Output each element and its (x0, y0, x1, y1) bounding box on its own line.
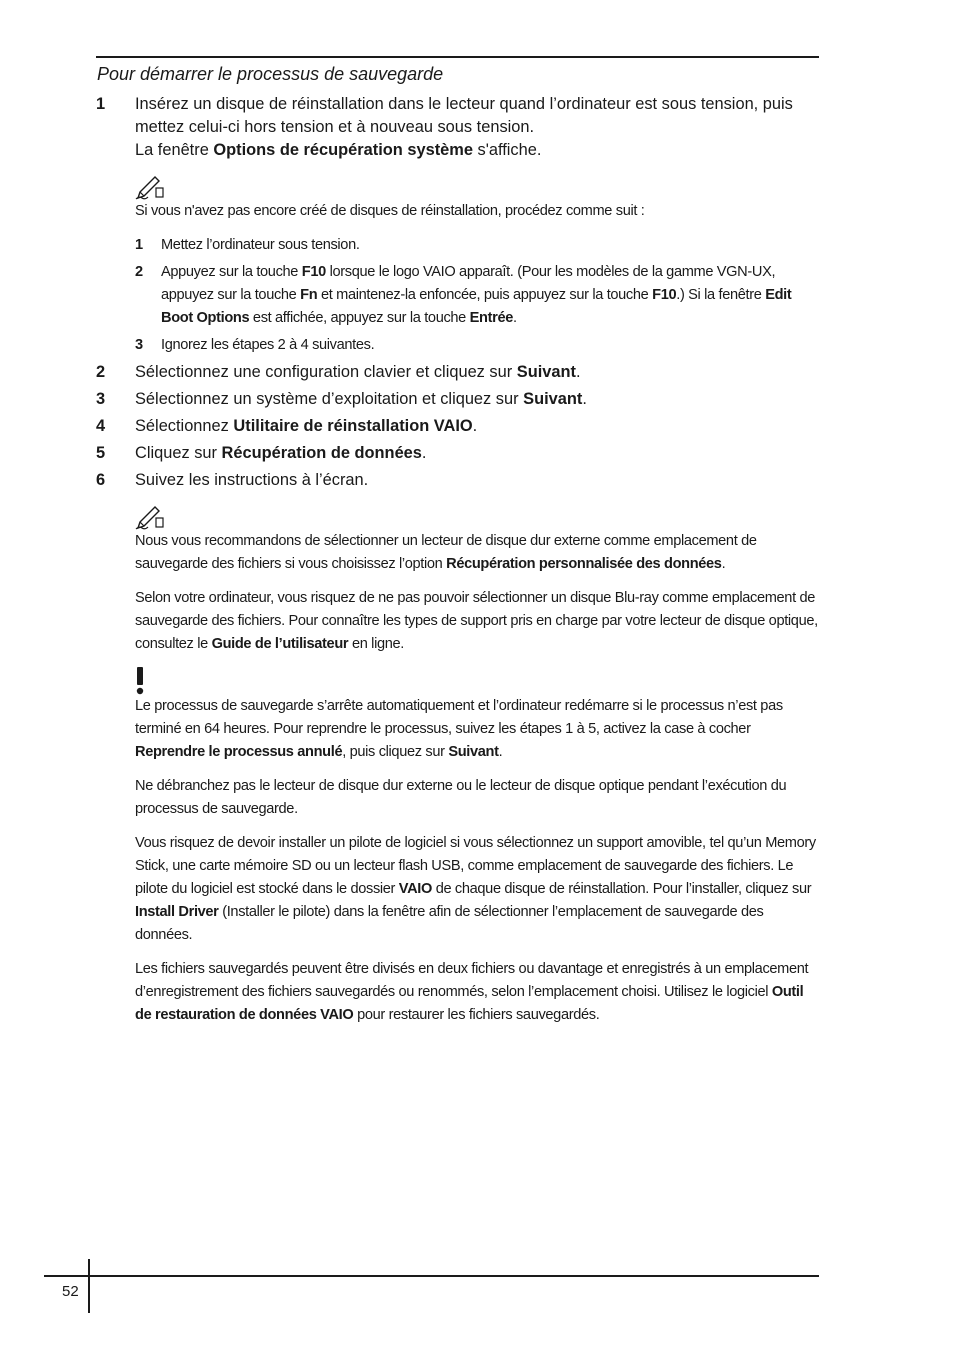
step-1 (96, 93, 821, 162)
step-text-plain: . (575, 363, 581, 381)
step-text-plain: s'affiche. (472, 141, 542, 159)
top-rule (96, 56, 819, 58)
key-f10: F10 (301, 264, 326, 280)
substep-text: Ignorez les étapes 2 à 4 suivantes. (161, 337, 375, 353)
step-2 (96, 361, 821, 384)
step-text (135, 442, 821, 465)
warning-text-plain: (Installer le pilote) dans la fenêtre afin de sélectionner l’emplacement de sauvegarde des données. (135, 904, 764, 943)
substep-number: 1 (135, 237, 143, 253)
footer-rule (44, 1275, 819, 1277)
note-text-plain: Selon votre ordinateur, vous risquez de ne pas pouvoir sélectionner un disque Blu-ray comme emplacement de sauvegarde des fichiers. Pour connaître les types de support pris en charge par votre lecteur de disque optique, consultez le (135, 590, 818, 652)
step-number: 1 (96, 95, 106, 113)
section-heading: Pour démarrer le processus de sauvegarde (97, 64, 444, 84)
page-number: 52 (62, 1283, 79, 1300)
pencil-note-icon (135, 506, 165, 530)
note-paragraph (135, 587, 821, 656)
step-5 (96, 442, 821, 465)
step-text-bold: Options de récupération système (213, 141, 473, 159)
step-text: Suivez les instructions à l’écran. (135, 471, 369, 489)
warning-text-bold: Outil de restauration de données VAIO (135, 984, 804, 1023)
step-text-bold: Suivant (523, 390, 583, 408)
step-text-plain: Sélectionnez un système d’exploitation et cliquez sur (135, 390, 524, 408)
note-text-plain: Nous vous recommandons de sélectionner un lecteur de disque dur externe comme emplacement de sauvegarde des fichiers si vous choisissez l’option (135, 533, 757, 572)
pencil-note-icon (135, 176, 165, 200)
note-create-discs (135, 176, 821, 357)
warning-paragraph (135, 832, 821, 947)
step-text-plain: La fenêtre (135, 141, 214, 159)
substep-text: Mettez l’ordinateur sous tension. (161, 237, 360, 253)
exclamation-warning-icon (135, 667, 145, 695)
warning-text-plain: , puis cliquez sur (342, 744, 449, 760)
step-text-line: Insérez un disque de réinstallation dans le lecteur quand l’ordinateur est sous tension, puis mettez celui-ci hors tension et à nouveau sous tension. (135, 95, 793, 136)
warning-text-plain: . (498, 744, 503, 760)
note-text-bold: Guide de l’utilisateur (211, 636, 349, 652)
step-text (135, 415, 821, 438)
substep-text-plain: et maintenez-la enfoncée, puis appuyez sur la touche (317, 287, 653, 303)
step-text-plain: Cliquez sur (135, 444, 222, 462)
warning-text-plain: pour restaurer les fichiers sauvegardés. (353, 1007, 600, 1023)
substep-text-plain: est affichée, appuyez sur la touche (249, 310, 470, 326)
note-text-bold: Récupération personnalisée des données (446, 556, 722, 572)
step-text (135, 361, 821, 384)
substep-text-plain: . (512, 310, 517, 326)
step-number: 6 (96, 471, 106, 489)
warning-text-bold: Suivant (448, 744, 499, 760)
step-text-plain: . (421, 444, 427, 462)
substep-2 (135, 261, 821, 330)
step-text-bold: Suivant (516, 363, 576, 381)
substep-number: 2 (135, 264, 143, 280)
substep-text-plain: lorsque le logo VAIO apparaît. (Pour les modèles de la gamme VGN-UX, appuyez sur la touche (161, 264, 776, 303)
substep-text (161, 261, 821, 330)
step-text (135, 388, 821, 411)
substep-text-plain: .) Si la fenêtre (676, 287, 766, 303)
step-text-plain: Sélectionnez (135, 417, 234, 435)
note-text-plain: . (721, 556, 726, 572)
key-fn: Fn (300, 287, 318, 303)
note-paragraph (135, 530, 821, 576)
step-3 (96, 388, 821, 411)
step-text-plain: . (472, 417, 478, 435)
note-intro: Si vous n'avez pas encore créé de disques de réinstallation, procédez comme suit : (135, 203, 645, 219)
warning-paragraph: Ne débranchez pas le lecteur de disque dur externe ou le lecteur de disque optique pendant l’exécution du processus de sauvegarde. (135, 778, 787, 817)
note-backup-location (135, 506, 821, 656)
key-f10: F10 (652, 287, 677, 303)
warning-text-plain: Le processus de sauvegarde s’arrête automatiquement et l’ordinateur redémarre si le processus n’est pas terminé en 64 heures. Pour reprendre le processus, suivez les étapes 1 à 5, activez la case à cocher (135, 698, 783, 737)
step-number: 2 (96, 363, 106, 381)
key-enter: Entrée (469, 310, 513, 326)
substep-1 (135, 234, 821, 257)
step-text-plain: . (582, 390, 587, 408)
warning-text-bold: VAIO (398, 881, 432, 897)
warning-text-bold: Reprendre le processus annulé (135, 744, 343, 760)
step-number: 4 (96, 417, 106, 435)
step-number: 5 (96, 444, 106, 462)
step-4 (96, 415, 821, 438)
warning-text-plain: de chaque disque de réinstallation. Pour l’installer, cliquez sur (431, 881, 812, 897)
warning-block (135, 667, 821, 1027)
warning-paragraph (135, 958, 821, 1027)
step-number: 3 (96, 390, 106, 408)
warning-text-plain: Les fichiers sauvegardés peuvent être divisés en deux fichiers ou davantage et enregistrés à un emplacement d’enregistrement des fichiers sauvegardés ou renommés, selon l’emplacement choisi. Utilisez le logiciel (135, 961, 809, 1000)
footer-divider (88, 1259, 90, 1313)
step-text-bold: Utilitaire de réinstallation VAIO (233, 417, 473, 435)
step-text (135, 93, 821, 162)
substep-3 (135, 334, 821, 357)
warning-paragraph (135, 695, 821, 764)
step-text-plain: Sélectionnez une configuration clavier et cliquez sur (135, 363, 517, 381)
step-6 (96, 469, 821, 492)
substep-text-plain: Appuyez sur la touche (161, 264, 302, 280)
note-text-plain: en ligne. (348, 636, 404, 652)
step-text-bold: Récupération de données (221, 444, 422, 462)
warning-text-plain: Vous risquez de devoir installer un pilote de logiciel si vous sélectionnez un support amovible, tel qu’un Memory Stick, une carte mémoire SD ou un lecteur flash USB, comme emplacement de sauvegarde des fichiers. Le pilote du logiciel est stocké dans le dossier (135, 835, 816, 897)
warning-text-bold: Install Driver (135, 904, 219, 920)
substep-number: 3 (135, 337, 143, 353)
window-name: Edit Boot Options (161, 287, 792, 326)
procedure-body (96, 93, 821, 1038)
